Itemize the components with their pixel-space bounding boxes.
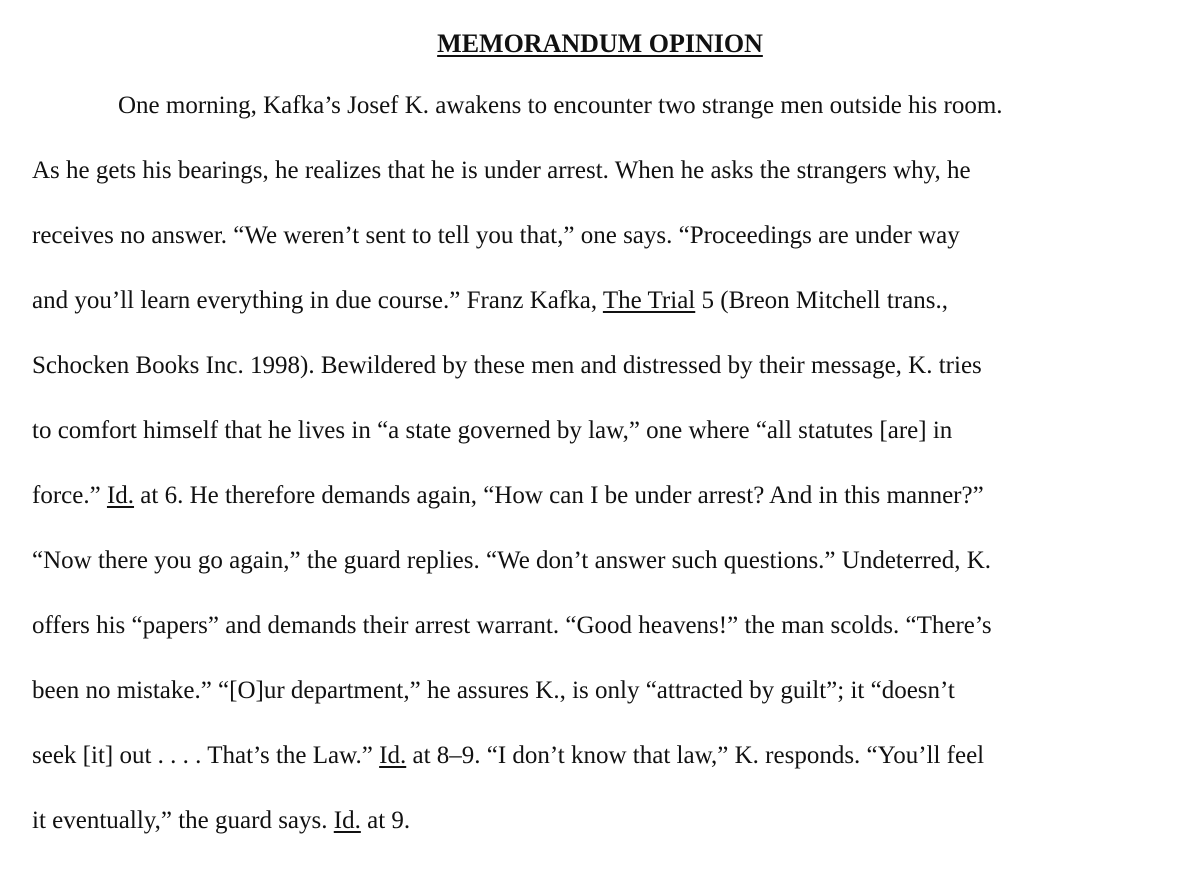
body-text: force.” — [32, 482, 107, 509]
body-text: Schocken Books Inc. 1998). Bewildered by these men and distressed by their message, K. tries — [32, 352, 982, 379]
book-title-citation: The Trial — [602, 287, 696, 314]
body-text: been no mistake.” “[O]ur department,” he assures K., is only “attracted by guilt”; it “doesn’t — [32, 677, 955, 704]
body-line-1 — [118, 88, 1003, 124]
body-text: offers his “papers” and demands their arrest warrant. “Good heavens!” the man scolds. “There’s — [32, 612, 992, 639]
body-text: at 8–9. “I don’t know that law,” K. responds. “You’ll feel — [406, 742, 985, 769]
body-text: at 9. — [360, 807, 411, 834]
body-text: seek [it] out . . . . That’s the Law.” — [32, 742, 380, 769]
body-line-8 — [32, 543, 991, 579]
body-text: 5 (Breon Mitchell trans., — [695, 287, 948, 314]
body-line-2 — [32, 153, 971, 189]
body-line-9 — [32, 608, 992, 644]
body-line-6 — [32, 413, 952, 449]
id-citation: Id. — [333, 807, 361, 834]
body-text: “Now there you go again,” the guard replies. “We don’t answer such questions.” Undeterred, K. — [32, 547, 992, 574]
body-line-4 — [32, 283, 948, 319]
body-text: One morning, Kafka’s Josef K. awakens to encounter two strange men outside his room. — [118, 92, 1003, 119]
body-line-10 — [32, 673, 955, 709]
body-text: receives no answer. “We weren’t sent to tell you that,” one says. “Proceedings are under way — [32, 222, 960, 249]
body-text: As he gets his bearings, he realizes that he is under arrest. When he asks the strangers why, he — [32, 157, 971, 184]
body-line-11 — [32, 738, 984, 774]
body-text: it eventually,” the guard says. — [32, 807, 334, 834]
body-line-3 — [32, 218, 960, 254]
body-text: at 6. He therefore demands again, “How can I be under arrest? And in this manner?” — [134, 482, 984, 509]
id-citation: Id. — [106, 482, 135, 509]
body-line-12 — [32, 803, 410, 839]
body-text: and you’ll learn everything in due course.” Franz Kafka, — [32, 287, 603, 314]
body-line-5 — [32, 348, 982, 384]
document-title: MEMORANDUM OPINION — [437, 29, 763, 58]
id-citation: Id. — [379, 742, 407, 769]
body-text: to comfort himself that he lives in “a state governed by law,” one where “all statutes [are] in — [32, 417, 953, 444]
body-line-7 — [32, 478, 984, 514]
